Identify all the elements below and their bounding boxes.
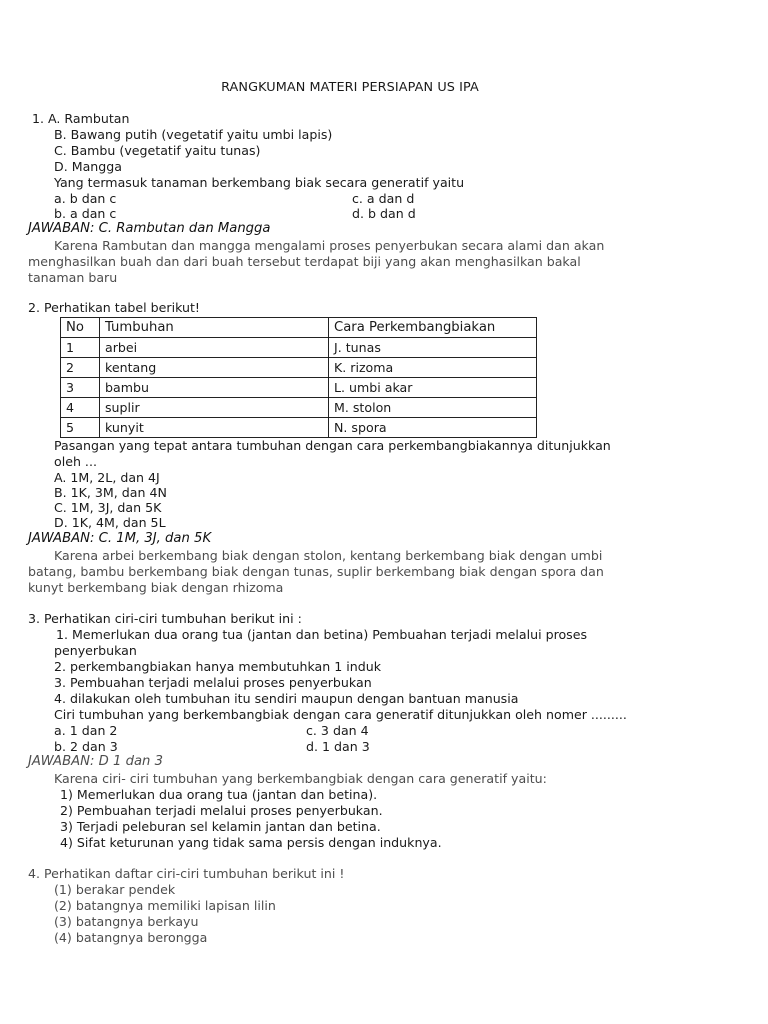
table-cell: L. umbi akar xyxy=(329,378,537,398)
q4-item: (4) batangnya berongga xyxy=(54,930,208,945)
q2-question: Pasangan yang tepat antara tumbuhan dengan cara perkembangbiakannya ditunjukkan xyxy=(54,438,611,453)
q2-option: A. 1M, 2L, dan 4J xyxy=(54,470,160,485)
table-header: Cara Perkembangbiakan xyxy=(329,318,537,338)
q3-option-d: d. 1 dan 3 xyxy=(306,739,370,754)
q2-option: D. 1K, 4M, dan 5L xyxy=(54,515,166,530)
q1-line: C. Bambu (vegetatif yaitu tunas) xyxy=(54,143,261,158)
table-cell: 3 xyxy=(61,378,100,398)
q3-item: 3. Pembuahan terjadi melalui proses penyerbukan xyxy=(54,675,372,690)
q2-intro: 2. Perhatikan tabel berikut! xyxy=(28,300,200,315)
q1-line: 1. A. Rambutan xyxy=(32,111,130,126)
table-cell: kentang xyxy=(100,358,329,378)
propagation-table xyxy=(60,317,537,438)
q1-explanation: Karena Rambutan dan mangga mengalami proses penyerbukan secara alami dan akan xyxy=(54,238,605,253)
q2-question: oleh ... xyxy=(54,454,97,469)
table-row xyxy=(61,378,537,398)
q3-point: 4) Sifat keturunan yang tidak sama persis dengan induknya. xyxy=(60,835,442,850)
table-cell: J. tunas xyxy=(329,338,537,358)
q1-option-c: c. a dan d xyxy=(352,191,415,206)
q3-intro: 3. Perhatikan ciri-ciri tumbuhan berikut ini : xyxy=(28,611,302,626)
q1-answer: JAWABAN: C. Rambutan dan Mangga xyxy=(28,221,271,236)
q1-explanation: tanaman baru xyxy=(28,270,118,285)
q4-item: (3) batangnya berkayu xyxy=(54,914,199,929)
table-row xyxy=(61,398,537,418)
q1-option-d: d. b dan d xyxy=(352,206,416,221)
q2-explanation: Karena arbei berkembang biak dengan stolon, kentang berkembang biak dengan umbi xyxy=(54,548,603,563)
q3-option-a: a. 1 dan 2 xyxy=(54,723,118,738)
q3-question: Ciri tumbuhan yang berkembangbiak dengan cara generatif ditunjukkan oleh nomer ......... xyxy=(54,707,627,722)
table-cell: 1 xyxy=(61,338,100,358)
table-cell: 5 xyxy=(61,418,100,438)
table-cell: bambu xyxy=(100,378,329,398)
q3-point: 2) Pembuahan terjadi melalui proses penyerbukan. xyxy=(60,803,383,818)
table-header: Tumbuhan xyxy=(100,318,329,338)
table-row xyxy=(61,338,537,358)
q4-item: (2) batangnya memiliki lapisan lilin xyxy=(54,898,276,913)
table-header-row xyxy=(61,318,537,338)
q1-option-a: a. b dan c xyxy=(54,191,117,206)
table-cell: arbei xyxy=(100,338,329,358)
q2-explanation: batang, bambu berkembang biak dengan tunas, suplir berkembang biak dengan spora dan xyxy=(28,564,604,579)
table-cell: K. rizoma xyxy=(329,358,537,378)
document-title: RANGKUMAN MATERI PERSIAPAN US IPA xyxy=(221,80,479,95)
q1-option-b: b. a dan c xyxy=(54,206,117,221)
q2-answer: JAWABAN: C. 1M, 3J, dan 5K xyxy=(28,531,212,546)
q3-item: 1. Memerlukan dua orang tua (jantan dan betina) Pembuahan terjadi melalui proses xyxy=(56,627,588,642)
q2-option: B. 1K, 3M, dan 4N xyxy=(54,485,167,500)
q4-intro: 4. Perhatikan daftar ciri-ciri tumbuhan berikut ini ! xyxy=(28,866,345,881)
q3-item: penyerbukan xyxy=(54,643,137,658)
q1-explanation: menghasilkan buah dan dari buah tersebut terdapat biji yang akan menghasilkan bakal xyxy=(28,254,581,269)
q2-option: C. 1M, 3J, dan 5K xyxy=(54,500,162,515)
table-header: No xyxy=(61,318,100,338)
table-cell: N. spora xyxy=(329,418,537,438)
q3-item: 4. dilakukan oleh tumbuhan itu sendiri maupun dengan bantuan manusia xyxy=(54,691,519,706)
table-row xyxy=(61,358,537,378)
table-row xyxy=(61,418,537,438)
table-cell: 4 xyxy=(61,398,100,418)
q1-question: Yang termasuk tanaman berkembang biak secara generatif yaitu xyxy=(54,175,465,190)
table-cell: suplir xyxy=(100,398,329,418)
q2-explanation: kunyt berkembang biak dengan rhizoma xyxy=(28,580,284,595)
q3-answer: JAWABAN: D 1 dan 3 xyxy=(28,754,163,769)
q3-item: 2. perkembangbiakan hanya membutuhkan 1 induk xyxy=(54,659,382,674)
q3-option-b: b. 2 dan 3 xyxy=(54,739,118,754)
q3-option-c: c. 3 dan 4 xyxy=(306,723,369,738)
table-cell: M. stolon xyxy=(329,398,537,418)
q1-line: D. Mangga xyxy=(54,159,122,174)
q3-point: 3) Terjadi peleburan sel kelamin jantan dan betina. xyxy=(60,819,381,834)
q3-explanation: Karena ciri- ciri tumbuhan yang berkembangbiak dengan cara generatif yaitu: xyxy=(54,771,547,786)
q3-point: 1) Memerlukan dua orang tua (jantan dan betina). xyxy=(60,787,378,802)
q4-item: (1) berakar pendek xyxy=(54,882,176,897)
table-cell: 2 xyxy=(61,358,100,378)
table-cell: kunyit xyxy=(100,418,329,438)
q1-line: B. Bawang putih (vegetatif yaitu umbi lapis) xyxy=(54,127,333,142)
